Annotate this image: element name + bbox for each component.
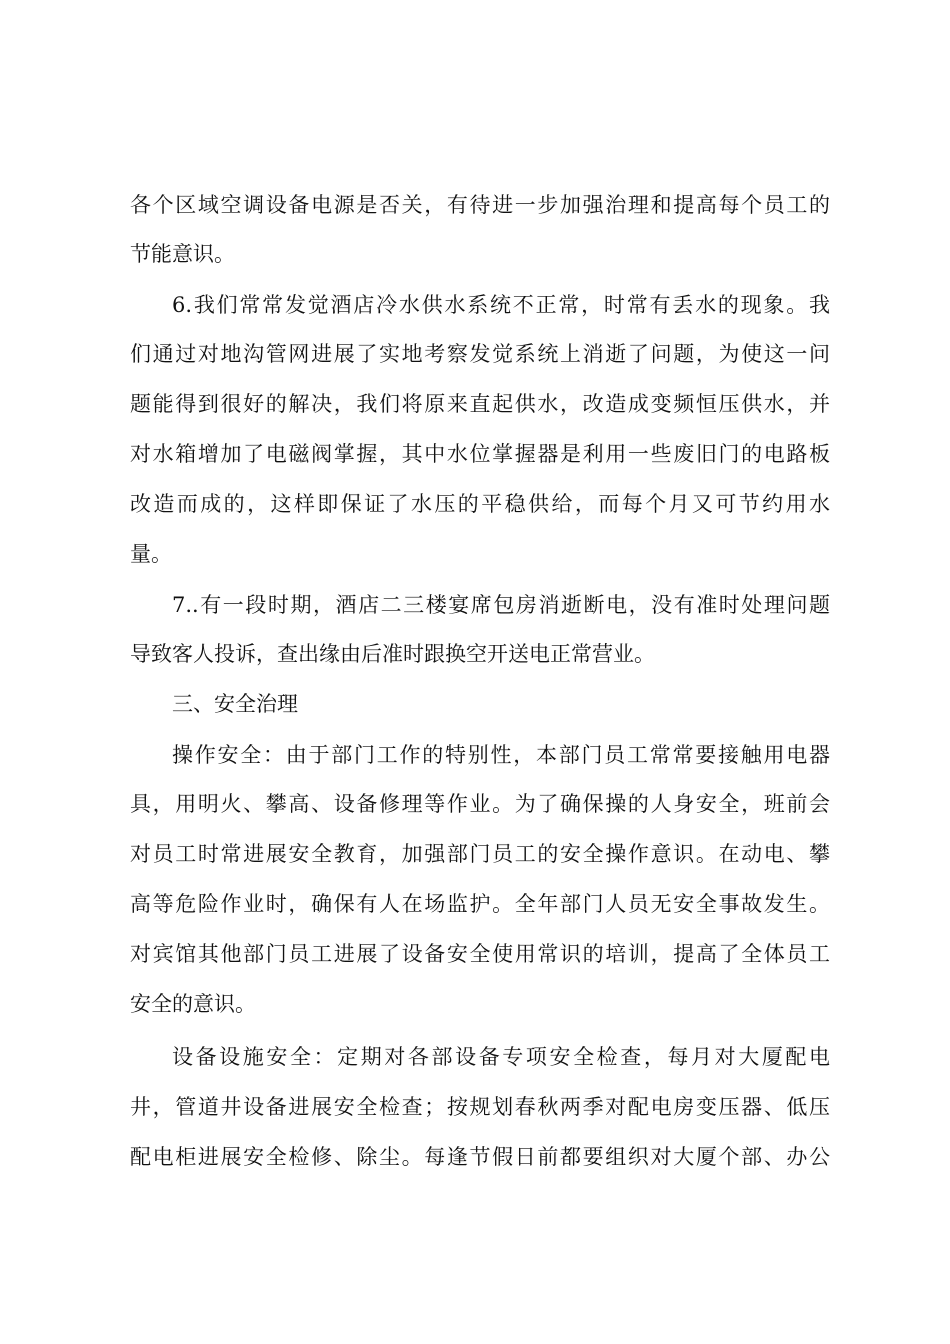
section-heading: 三、安全治理	[172, 692, 298, 716]
text-line: 设备设施安全：定期对各部设备专项安全检查，每月对大厦配电	[172, 1045, 830, 1069]
text-line: 改造而成的，这样即保证了水压的平稳供给，而每个月又可节约用水	[130, 492, 830, 516]
text-line: 高等危险作业时，确保有人在场监护。全年部门人员无安全事故发生。	[130, 892, 830, 916]
text-line: 井，管道井设备进展安全检查；按规划春秋两季对配电房变压器、低压	[130, 1095, 830, 1119]
text-line: 具，用明火、攀高、设备修理等作业。为了确保操的人身安全，班前会	[130, 792, 830, 816]
text-line: 各个区域空调设备电源是否关，有待进一步加强治理和提高每个员工的	[130, 193, 830, 217]
text-line: 题能得到很好的解决，我们将原来直起供水，改造成变频恒压供水，并	[130, 392, 830, 416]
text-line: 6.我们常常发觉酒店冷水供水系统不正常，时常有丢水的现象。我	[172, 293, 830, 317]
text-line: 们通过对地沟管网进展了实地考察发觉系统上消逝了问题，为使这一问	[130, 342, 830, 366]
text-line: 安全的意识。	[130, 992, 256, 1016]
text-line: 配电柜进展安全检修、除尘。每逢节假日前都要组织对大厦个部、办公	[130, 1145, 830, 1169]
text-line: 节能意识。	[130, 242, 235, 266]
text-line: 导致客人投诉，查出缘由后准时跟换空开送电正常营业。	[130, 642, 655, 666]
text-line: 量。	[130, 542, 172, 566]
text-line: 对水箱增加了电磁阀掌握，其中水位掌握器是利用一些废旧门的电路板	[130, 442, 830, 466]
text-line: 对宾馆其他部门员工进展了设备安全使用常识的培训，提高了全体员工	[130, 942, 830, 966]
text-line: 7..有一段时期，酒店二三楼宴席包房消逝断电，没有准时处理问题	[172, 593, 830, 617]
text-line: 操作安全：由于部门工作的特别性，本部门员工常常要接触用电器	[172, 743, 830, 767]
text-line: 对员工时常进展安全教育，加强部门员工的安全操作意识。在动电、攀	[130, 842, 830, 866]
